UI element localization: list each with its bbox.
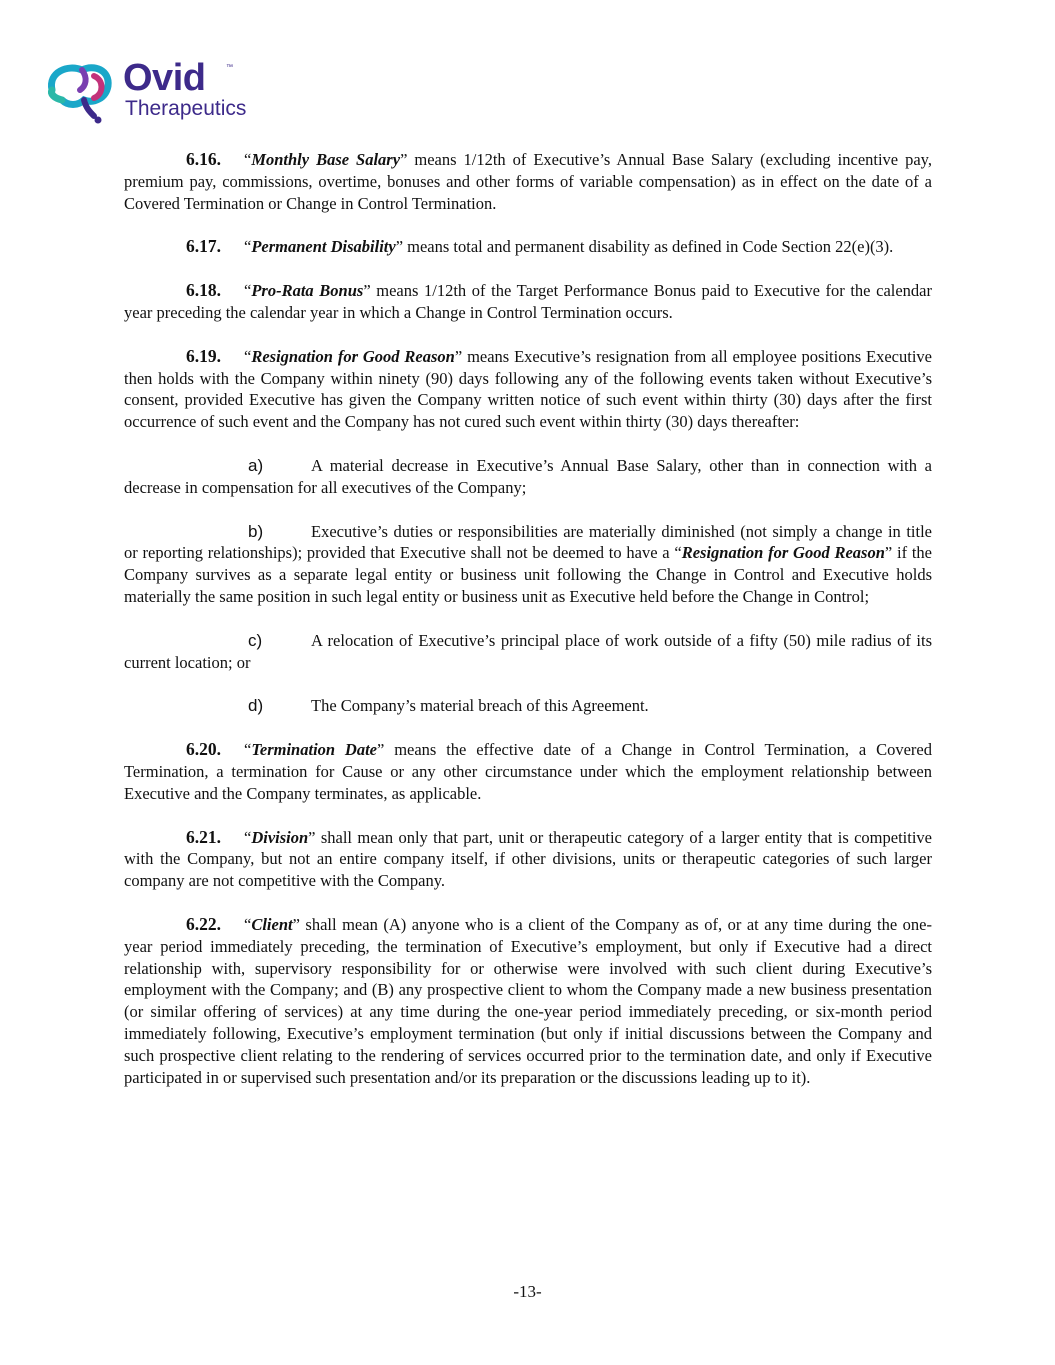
defined-term: Termination Date — [251, 740, 378, 760]
open-quote: “ — [244, 150, 252, 169]
section-number: 6.17. — [186, 236, 221, 257]
section-6-17 — [124, 236, 932, 258]
defined-term: Division — [251, 827, 309, 847]
company-logo — [44, 58, 264, 130]
section-6-20 — [124, 739, 932, 804]
definition-text: ” means Executive’s resignation from all employee positions Executive then holds with the Company within ninety (90) days following any of the following events taken without Executive’s consent, provided Executive has given the Company written notice of such event within thirty (30) days after the first occurrence of such event and the Company has not cured such event within thirty (30) days thereafter: — [124, 346, 932, 432]
open-quote: “ — [244, 740, 252, 760]
subitem-letter: d) — [248, 696, 264, 716]
section-number: 6.22. — [186, 913, 221, 934]
defined-term: Pro-Rata Bonus — [251, 281, 364, 301]
page-number: -13- — [513, 1282, 542, 1301]
logo-wordmark — [123, 57, 247, 120]
section-number: 6.19. — [186, 345, 221, 366]
subitem-letter: c) — [248, 630, 263, 650]
defined-term: Permanent Disability — [251, 237, 396, 257]
definition-text: ” shall mean only that part, unit or therapeutic category of a larger entity that is competitive with the Company, but not an entire company itself, if other divisions, units or therapeutic categories of such larger company are not competitive with the Company. — [124, 827, 932, 891]
logo-subtitle: Therapeutics — [125, 97, 247, 120]
section-number: 6.21. — [186, 826, 221, 847]
subitem-b — [124, 521, 932, 608]
subitem-d — [124, 695, 932, 717]
defined-term: Monthly Base Salary — [251, 150, 401, 169]
open-quote: “ — [244, 346, 252, 366]
definition-text: ” shall mean (A) anyone who is a client of the Company as of, or at any time during the one-year period immediately preceding, the termination of Executive’s employment, but only if Executive had a direct relationship with, supervisory responsibility for or otherwise were involved with such client during Executive’s employment with the Company; and (B) any prospective client to whom the Company made a new business presentation (or similar offering of services) at any time during the one-year period immediately preceding, or six-month period immediately following, Executive’s employment termination (but only if initial discussions between the Company and such prospective client relating to the rendering of services occurred prior to the termination date, and only if Executive participated in or supervised such presentation and/or its preparation or the discussions leading up to it). — [124, 914, 932, 1087]
defined-term: Resignation for Good Reason — [681, 543, 885, 563]
open-quote: “ — [244, 237, 252, 257]
subitem-letter: b) — [248, 521, 264, 541]
brain-logo-icon — [44, 60, 124, 130]
defined-term: Resignation for Good Reason — [251, 346, 455, 366]
definition-text: ” means 1/12th of Executive’s Annual Base Salary (excluding incentive pay, premium pay, commissions, overtime, bonuses and other forms of variable compensation) as in effect on the date of a Covered Termination or Change in Control Termination. — [124, 150, 932, 213]
subitem-text: A material decrease in Executive’s Annual Base Salary, other than in connection with a decrease in compensation for all executives of the Company; — [124, 455, 932, 497]
section-number: 6.20. — [186, 739, 221, 760]
subitem-c — [124, 630, 932, 674]
subitem-text: The Company’s material breach of this Agreement. — [311, 696, 649, 716]
subitem-a — [124, 455, 932, 499]
section-6-16 — [124, 149, 932, 214]
definition-text: ” means 1/12th of the Target Performance Bonus paid to Executive for the calendar year preceding the calendar year in which a Change in Control Termination occurs. — [124, 281, 932, 322]
open-quote: “ — [244, 914, 252, 934]
defined-term: Client — [251, 914, 293, 934]
open-quote: “ — [244, 281, 252, 301]
definition-text: ” means the effective date of a Change in Control Termination, a Covered Termination, a termination for Cause or any other circumstance under which the employment relationship between Executive and the Company terminates, as applicable. — [124, 740, 932, 803]
logo-trademark: ™ — [226, 64, 233, 71]
section-6-19 — [124, 346, 932, 433]
document-body — [124, 149, 932, 1110]
subitem-text: A relocation of Executive’s principal place of work outside of a fifty (50) mile radius of its current location; or — [124, 630, 932, 672]
section-6-21 — [124, 827, 932, 892]
subitem-letter: a) — [248, 455, 264, 475]
definition-text: ” means total and permanent disability as defined in Code Section 22(e)(3). — [395, 237, 894, 257]
open-quote: “ — [244, 827, 252, 847]
subitem-text-after: ” if the Company survives as a separate legal entity or business unit following the Change in Control and Executive holds materially the same position in such legal entity or business unit as Executive held before the Change in Control; — [124, 543, 932, 606]
section-6-22 — [124, 914, 932, 1088]
logo-name: Ovid — [123, 57, 206, 99]
section-number: 6.16. — [186, 149, 221, 169]
section-number: 6.18. — [186, 280, 221, 301]
subitem-text: Executive’s duties or responsibilities are materially diminished (not simply a change in title or reporting relationships); provided that Executive shall not be deemed to have a “ — [124, 521, 932, 563]
section-6-18 — [124, 280, 932, 324]
